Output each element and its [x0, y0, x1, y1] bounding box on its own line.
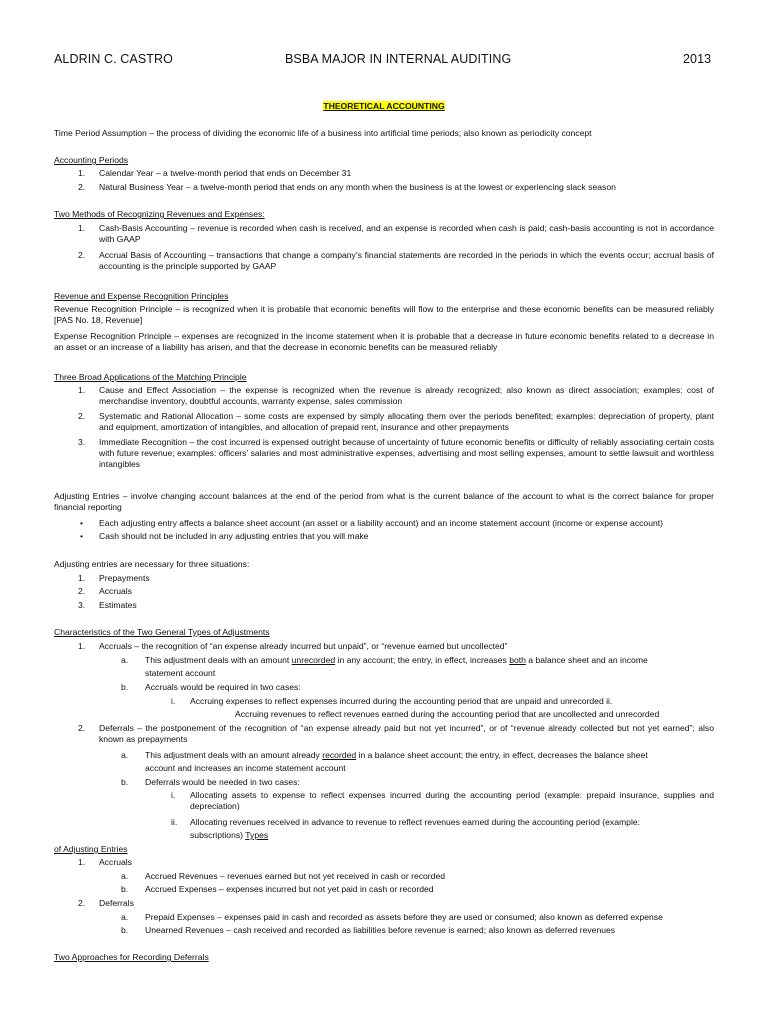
characteristics-heading: Characteristics of the Two General Types of Adjustments [54, 627, 270, 637]
accruals-definition: Accruals – the recognition of “an expense already incurred but unpaid”, or “revenue earned but uncollected” [99, 641, 508, 651]
accrued-expenses: Accrued Expenses – expenses incurred but not yet paid in cash or recorded [145, 884, 434, 894]
list-number: 2. [78, 723, 86, 733]
prepaid-expenses: Prepaid Expenses – expenses paid in cash and recorded as assets before they are used or consumed; also known as deferred expense [145, 912, 663, 922]
list-letter: a. [121, 871, 129, 881]
deferrals-case-ii: Allocating revenues received in advance to revenue to reflect revenues earned during the accounting period (example: [190, 817, 641, 827]
list-number: 1. [78, 573, 86, 583]
accruals-case-ii: Accruing revenues to reflect revenues earned during the accounting period that are uncollected and unrecorded [235, 709, 660, 719]
accruals-label: Accruals [99, 857, 132, 867]
list-item: Accrual Basis of Accounting – transactions that change a company’s financial statements are recorded in the periods in which the events occur; accrual basis of accounting is the principle supported by GAAP [99, 250, 714, 271]
list-number: 2. [78, 411, 86, 421]
list-item: Cash-Basis Accounting – revenue is recorded when cash is received, and an expense is recorded when cash is paid; cash-basis accounting is not in accordance with GAAP [99, 223, 714, 244]
two-methods-heading: Two Methods of Recognizing Revenues and Expenses: [54, 209, 265, 219]
list-roman: i. [171, 790, 176, 800]
list-letter: a. [121, 750, 129, 760]
unearned-revenues: Unearned Revenues – cash received and recorded as liabilities before revenue is earned; also known as deferred revenues [145, 925, 616, 935]
list-number: 1. [78, 641, 86, 651]
list-item: Systematic and Rational Allocation – some costs are expensed by simply allocating them over the periods benefited; examples: depreciation of property, plant and equipment, amortization of intangibles, and allocation of prepaid rent, insurance and other prepayments [99, 411, 714, 432]
types-heading: of Adjusting Entries [54, 844, 128, 854]
accruals-item-b: Accruals would be required in two cases: [145, 682, 301, 692]
list-number: 3. [78, 437, 86, 447]
list-item: Calendar Year – a twelve-month period that ends on December 31 [99, 168, 352, 178]
list-item: Natural Business Year – a twelve-month period that ends on any month when the business is at the lowest or experiencing slack season [99, 182, 616, 192]
list-number: 1. [78, 385, 86, 395]
list-item: Prepayments [99, 573, 150, 583]
time-period-assumption: Time Period Assumption – the process of dividing the economic life of a business into artificial time periods; also known as periodicity concept [54, 128, 592, 138]
expense-recognition: Expense Recognition Principle – expenses are recognized in the income statement when it is probable that a decrease in future economic benefits related to a decrease in an asset or an increase of a liability has arisen, and that the decrease in economic benefits can be measured reliably [54, 331, 714, 352]
list-item: Estimates [99, 600, 137, 610]
list-number: 1. [78, 857, 86, 867]
accruals-item-a: This adjustment deals with an amount unrecorded in any account; the entry, in effect, increases both a balance sheet and an income [145, 655, 648, 665]
list-item: Cause and Effect Association – the expense is recognized when the revenue is already recognized; also known as direct association; examples: cost of merchandise inventory, doubtful accounts, warranty expense, sales commission [99, 385, 714, 406]
bullet-icon: • [80, 518, 84, 528]
necessary-heading: Adjusting entries are necessary for three situations: [54, 559, 250, 569]
list-number: 1. [78, 223, 86, 233]
list-number: 1. [78, 168, 86, 178]
list-letter: b. [121, 777, 129, 787]
recognition-heading: Revenue and Expense Recognition Principles [54, 291, 229, 301]
document-title: THEORETICAL ACCOUNTING [323, 101, 445, 111]
approaches-heading: Two Approaches for Recording Deferrals [54, 952, 209, 962]
list-roman: ii. [171, 817, 178, 827]
list-number: 3. [78, 600, 86, 610]
deferrals-item-a-cont: account and increases an income statement account [145, 763, 346, 773]
deferrals-case-ii-cont: subscriptions) Types [190, 830, 269, 840]
list-number: 2. [78, 182, 86, 192]
bullet-icon: • [80, 531, 84, 541]
list-number: 2. [78, 898, 86, 908]
bullet-item: Each adjusting entry affects a balance sheet account (an asset or a liability account) and an income statement account (income or expense account) [99, 518, 664, 528]
bullet-item: Cash should not be included in any adjusting entries that you will make [99, 531, 369, 541]
accrued-revenues: Accrued Revenues – revenues earned but not yet received in cash or recorded [145, 871, 446, 881]
revenue-recognition: Revenue Recognition Principle – is recognized when it is probable that economic benefits will flow to the enterprise and these economic benefits can be measured reliably [PAS No. 18, Revenue] [54, 304, 714, 325]
list-letter: a. [121, 912, 129, 922]
list-letter: b. [121, 925, 129, 935]
author-name: ALDRIN C. CASTRO [54, 52, 173, 66]
list-letter: b. [121, 884, 129, 894]
accruals-item-a-cont: statement account [145, 668, 216, 678]
list-number: 2. [78, 250, 86, 260]
adjusting-entries-intro: Adjusting Entries – involve changing account balances at the end of the period from what is the current balance of the account to what is the correct balance for proper financial reporting [54, 491, 714, 512]
accruals-case-i: Accruing expenses to reflect expenses incurred during the accounting period that are unpaid and unrecorded ii. [190, 696, 613, 706]
accounting-periods-heading: Accounting Periods [54, 155, 129, 165]
list-letter: b. [121, 682, 129, 692]
deferrals-item-a: This adjustment deals with an amount already recorded in a balance sheet account; the entry, in effect, decreases the balance sheet [145, 750, 648, 760]
list-roman: i. [171, 696, 176, 706]
deferrals-item-b: Deferrals would be needed in two cases: [145, 777, 300, 787]
course-title: BSBA MAJOR IN INTERNAL AUDITING [285, 52, 512, 66]
list-number: 2. [78, 586, 86, 596]
list-item: Immediate Recognition – the cost incurred is expensed outright because of uncertainty of future economic benefits or difficulty of reliably associating certain costs with future revenue; examples: officers’ salaries and most administrative expenses, advertising and most selling expenses, amount to settle lawsuit and worthless intangibles [99, 437, 714, 469]
year: 2013 [683, 52, 712, 66]
deferrals-label: Deferrals [99, 898, 134, 908]
list-item: Accruals [99, 586, 132, 596]
deferrals-definition: Deferrals – the postponement of the recognition of “an expense already paid but not yet incurred”, or of “revenue already collected but not yet earned”; also known as prepayments [99, 723, 714, 744]
deferrals-case-i: Allocating assets to expense to reflect expenses incurred during the accounting period (example: prepaid insurance, supplies and depreciation) [190, 790, 714, 811]
matching-heading: Three Broad Applications of the Matching Principle [54, 372, 247, 382]
list-letter: a. [121, 655, 129, 665]
